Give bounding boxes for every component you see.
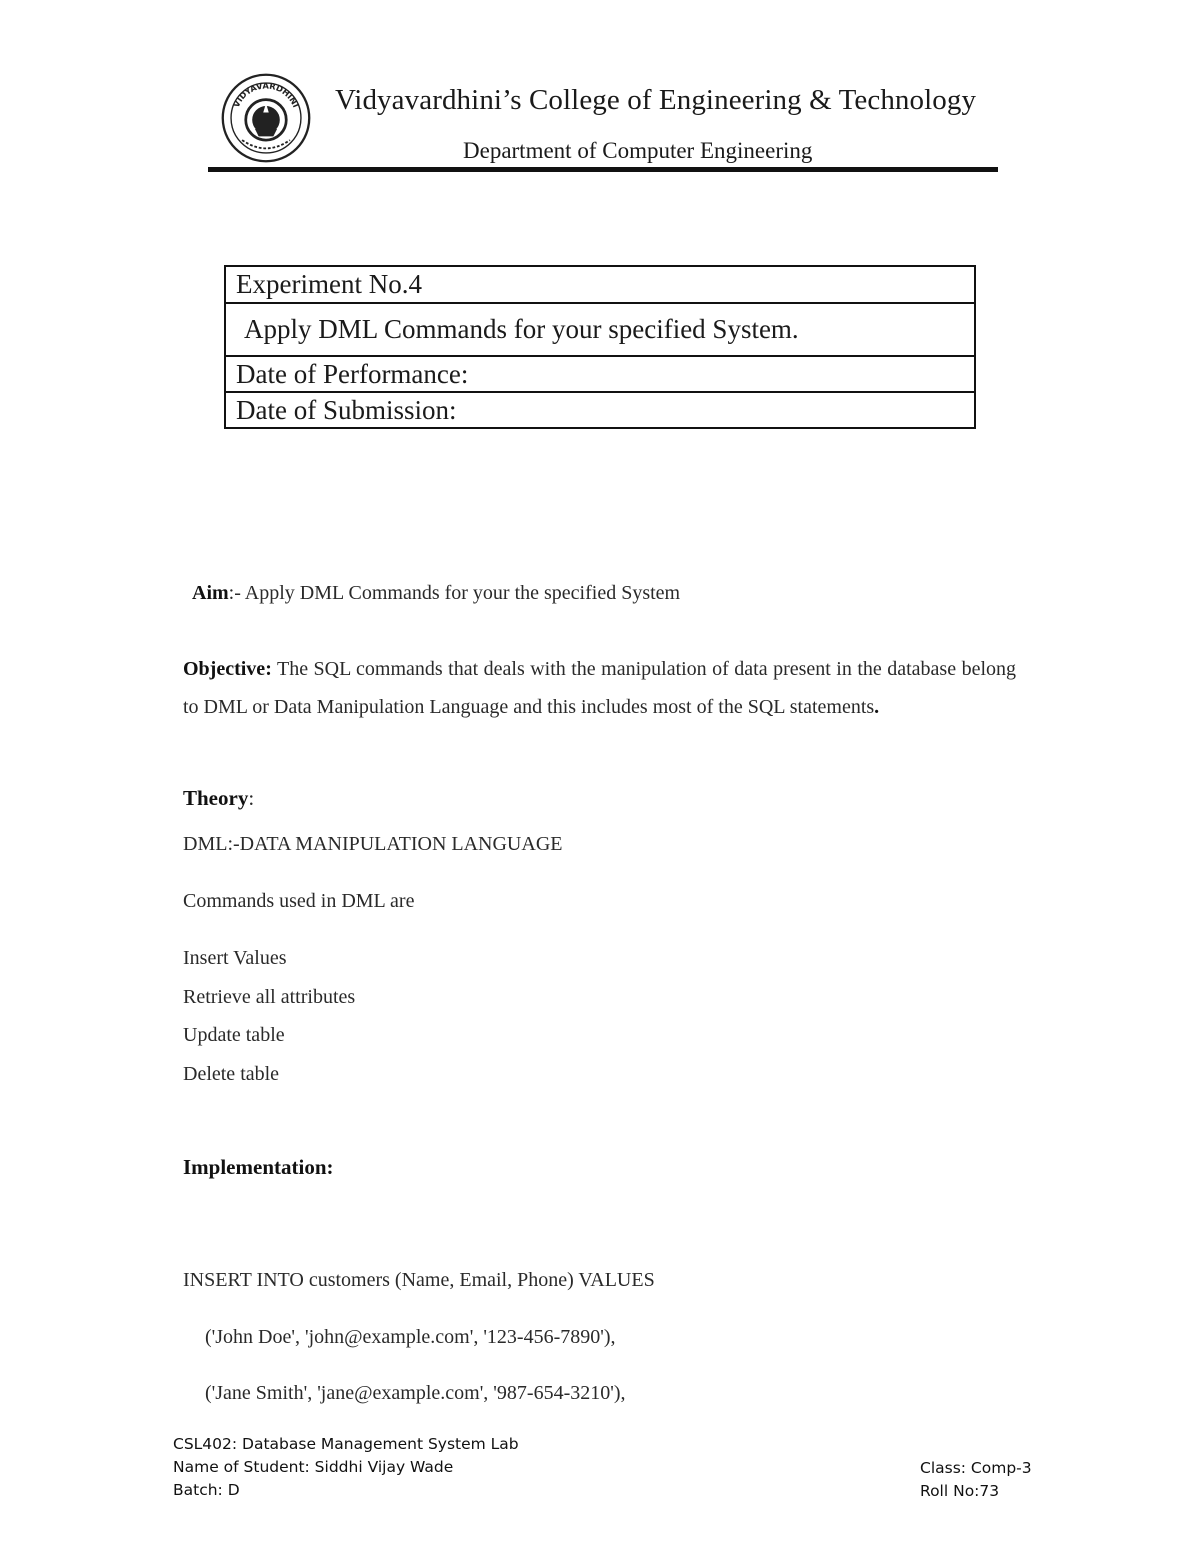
implementation-heading: Implementation:: [183, 1155, 334, 1179]
aim-label: Aim: [192, 582, 229, 604]
experiment-info-table: [224, 265, 976, 429]
college-logo: [220, 72, 312, 164]
dml-command-list: [183, 946, 355, 1100]
date-of-performance: Date of Performance:: [226, 357, 974, 393]
roll-number: Roll No:73: [920, 1482, 1000, 1500]
batch: Batch: D: [173, 1481, 240, 1499]
code-line: INSERT INTO customers (Name, Email, Phone) VALUES: [183, 1269, 655, 1291]
list-item: Retrieve all attributes: [183, 985, 356, 1008]
list-item: Update table: [183, 1024, 285, 1046]
objective-label: Objective:: [183, 658, 272, 680]
student-name: Name of Student: Siddhi Vijay Wade: [173, 1458, 454, 1476]
college-name: Vidyavardhini’s College of Engineering & Technology: [335, 84, 977, 116]
date-of-submission: Date of Submission:: [236, 394, 457, 425]
page-header: [208, 70, 998, 176]
footer-left: [173, 1433, 519, 1502]
experiment-number: Experiment No.4: [226, 267, 974, 304]
logo-text: VIDYAVARDHINI: [230, 80, 302, 109]
list-item: Delete table: [183, 1062, 280, 1085]
aim-text: :- Apply DML Commands for your the specified System: [228, 582, 681, 604]
aim-section: [192, 582, 680, 605]
experiment-title: Apply DML Commands for your specified System.: [226, 304, 974, 357]
commands-intro: Commands used in DML are: [183, 890, 415, 912]
objective-section: [183, 650, 1016, 726]
header-divider: [208, 167, 998, 172]
class-name: Class: Comp-3: [920, 1459, 1032, 1477]
objective-end: .: [874, 696, 880, 718]
theory-heading: [183, 786, 254, 811]
theory-colon: :: [248, 786, 255, 810]
department-name: Department of Computer Engineering: [463, 138, 813, 163]
code-line: ('John Doe', 'john@example.com', '123-456-7890'),: [205, 1326, 616, 1348]
dml-heading: DML:-DATA MANIPULATION LANGUAGE: [183, 833, 563, 855]
code-line: ('Jane Smith', 'jane@example.com', '987-654-3210'),: [205, 1382, 626, 1404]
objective-text: The SQL commands that deals with the manipulation of data present in the database belong to DML or Data Manipulation Language and this includes most of the SQL statements: [183, 658, 1016, 718]
course-name: CSL402: Database Management System Lab: [173, 1435, 519, 1453]
list-item: Insert Values: [183, 947, 287, 969]
theory-label: Theory: [183, 786, 249, 810]
footer-right: [920, 1457, 1032, 1503]
